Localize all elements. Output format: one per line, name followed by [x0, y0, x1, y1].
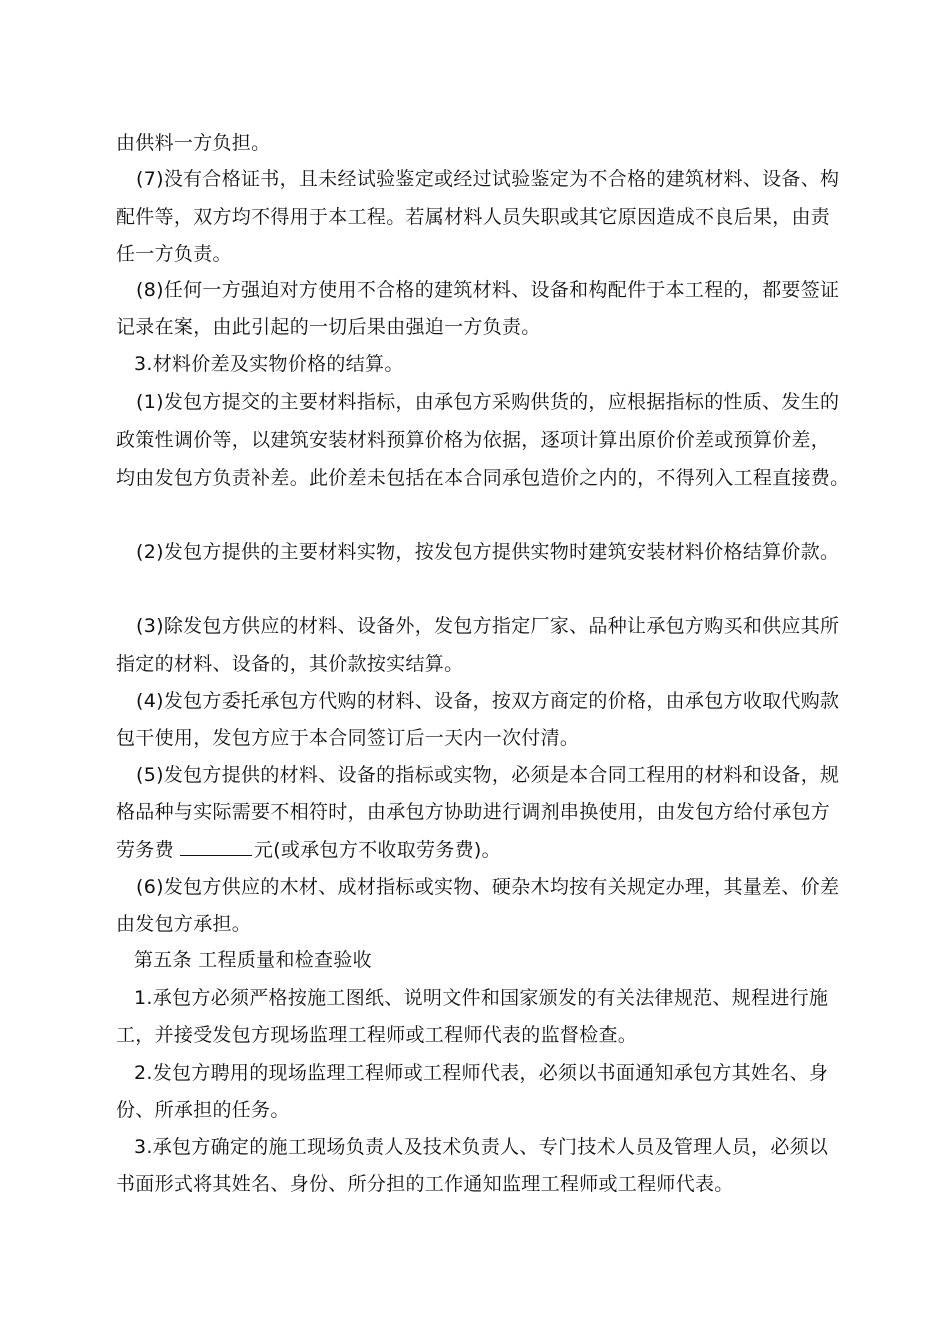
text-line: 份、所承担的任务。: [116, 1099, 290, 1121]
text-line: (2)发包方提供的主要材料实物，按发包方提供实物时建筑安装材料价格结算价款。: [136, 541, 840, 563]
text-line: 均由发包方负责补差。此价差未包括在本合同承包造价之内的，不得列入工程直接费。: [116, 467, 850, 489]
text-line: 工，并接受发包方现场监理工程师或工程师代表的监督检查。: [116, 1024, 638, 1046]
fee-suffix: 元(或承包方不收取劳务费)。: [253, 839, 501, 861]
text-line: 由供料一方负担。: [116, 132, 271, 154]
text-line: 2.发包方聘用的现场监理工程师或工程师代表，必须以书面通知承包方其姓名、身: [134, 1062, 829, 1084]
text-line: 任一方负责。: [116, 243, 232, 265]
text-line: (3)除发包方供应的材料、设备外，发包方指定厂家、品种让承包方购买和供应其所: [136, 615, 840, 637]
text-line: (4)发包方委托承包方代购的材料、设备，按双方商定的价格，由承包方收取代购款: [136, 690, 840, 712]
text-line: 记录在案，由此引起的一切后果由强迫一方负责。: [116, 316, 541, 338]
fee-line: [116, 837, 501, 862]
text-line: 3.承包方确定的施工现场负责人及技术负责人、专门技术人员及管理人员，必须以: [134, 1136, 829, 1158]
text-line: 指定的材料、设备的，其价款按实结算。: [116, 653, 464, 675]
text-line: (7)没有合格证书，且未经试验鉴定或经过试验鉴定为不合格的建筑材料、设备、构: [136, 168, 840, 190]
section-heading: 第五条 工程质量和检查验收: [134, 949, 372, 971]
text-line: (5)发包方提供的材料、设备的指标或实物，必须是本合同工程用的材料和设备，规: [136, 764, 840, 786]
text-line: 包干使用，发包方应于本合同签订后一天内一次付清。: [116, 727, 580, 749]
text-line: 由发包方承担。: [116, 913, 252, 935]
text-line: (8)任何一方强迫对方使用不合格的建筑材料、设备和构配件于本工程的，都要签证: [136, 279, 840, 301]
text-line: 3.材料价差及实物价格的结算。: [134, 353, 404, 375]
fee-prefix: 劳务费: [116, 839, 174, 861]
fee-amount-blank: [180, 837, 252, 856]
text-line: 政策性调价等，以建筑安装材料预算价格为依据，逐项计算出原价价差或预算价差，: [116, 429, 831, 451]
text-line: 书面形式将其姓名、身份、所分担的工作通知监理工程师或工程师代表。: [116, 1173, 734, 1195]
text-line: 1.承包方必须严格按施工图纸、说明文件和国家颁发的有关法律规范、规程进行施: [134, 987, 829, 1009]
text-line: (6)发包方供应的木材、成材指标或实物、硬杂木均按有关规定办理，其量差、价差: [136, 876, 840, 898]
text-line: 格品种与实际需要不相符时，由承包方协助进行调剂串换使用，由发包方给付承包方: [116, 801, 831, 823]
text-line: (1)发包方提交的主要材料指标，由承包方采购供货的，应根据指标的性质、发生的: [136, 391, 840, 413]
text-line: 配件等，双方均不得用于本工程。若属材料人员失职或其它原因造成不良后果，由责: [116, 206, 831, 228]
